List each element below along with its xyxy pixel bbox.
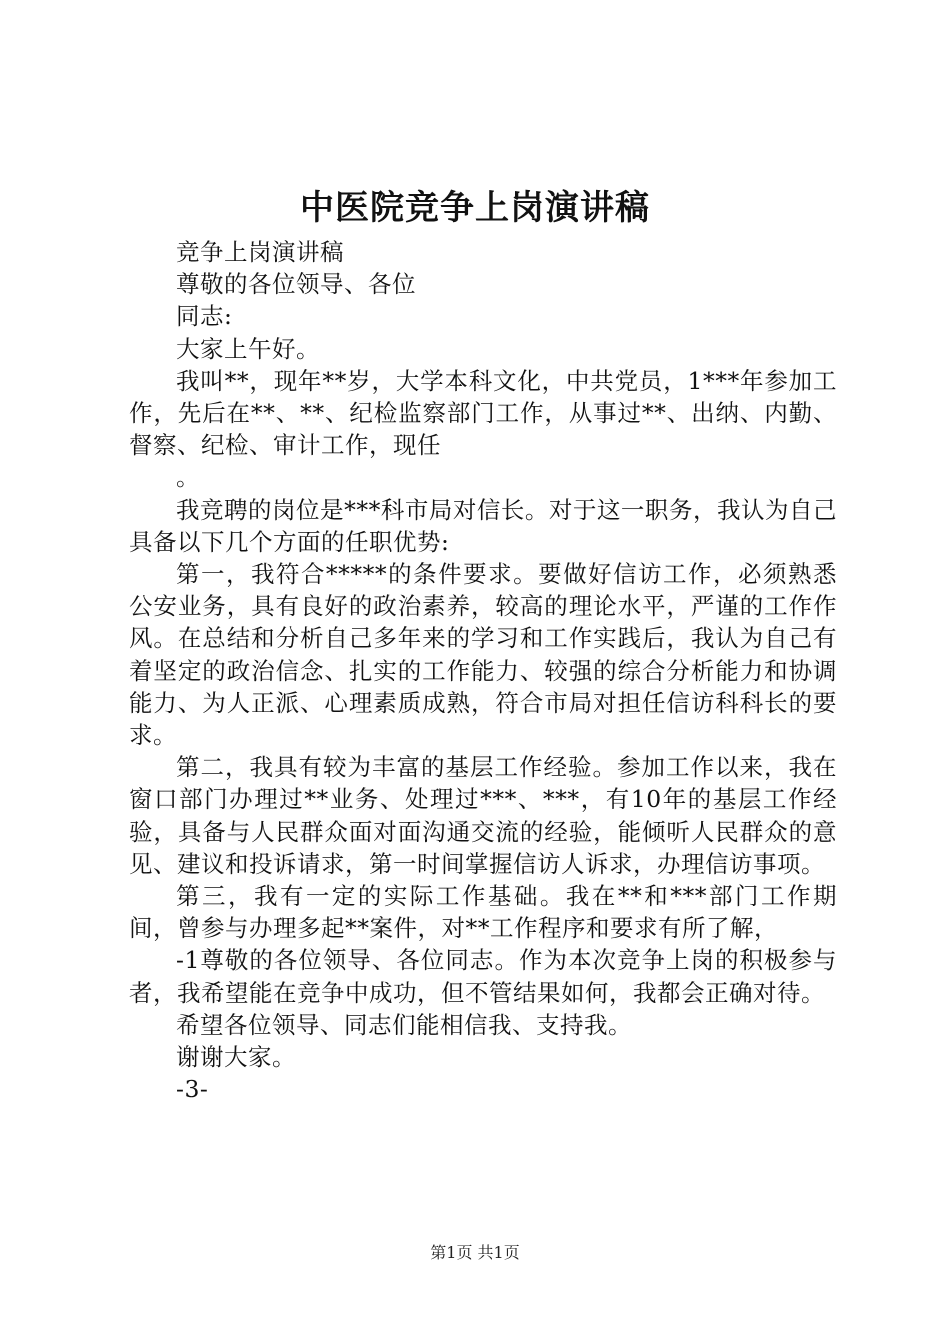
document-body	[129, 236, 837, 1105]
paragraph: 谢谢大家。	[176, 1043, 296, 1072]
paragraph: 第一，我符合*****的条件要求。要做好信访工作，必须熟悉公安业务，具有良好的政治素养，较高的理论水平，严谨的工作作风。在总结和分析自己多年来的学习和工作实践后，我认为自己有着坚定的政治信念、扎实的工作能力、较强的综合分析能力和协调能力、为人正派、心理素质成熟，符合市局对担任信访科科长的要求。	[129, 560, 837, 750]
paragraph: 同志:	[176, 302, 233, 331]
paragraph: 竞争上岗演讲稿	[176, 238, 344, 266]
paragraph: 。	[176, 463, 200, 492]
page-marker: -3-	[176, 1075, 209, 1104]
paragraph: 我叫**，现年**岁，大学本科文化，中共党员，1***年参加工作，先后在**、**、纪检监察部门工作，从事过**、出纳、内勤、督察、纪检、审计工作，现任	[129, 366, 837, 460]
paragraph: 第二，我具有较为丰富的基层工作经验。参加工作以来，我在窗口部门办理过**业务、处理过***、***，有10年的基层工作经验，具备与人民群众面对面沟通交流的经验，能倾听人民群众的意见、建议和投诉请求，第一时间掌握信访人诉求，办理信访事项。	[129, 753, 837, 878]
paragraph: -1尊敬的各位领导、各位同志。作为本次竞争上岗的积极参与者，我希望能在竞争中成功，但不管结果如何，我都会正确对待。	[129, 946, 837, 1007]
paragraph: 尊敬的各位领导、各位	[176, 270, 416, 299]
paragraph: 我竞聘的岗位是***科市局对信长。对于这一职务，我认为自己具备以下几个方面的任职优势:	[129, 495, 837, 556]
paragraph: 希望各位领导、同志们能相信我、支持我。	[176, 1010, 632, 1039]
document-title: 中医院竞争上岗演讲稿	[300, 188, 650, 228]
paragraph: 第三，我有一定的实际工作基础。我在**和***部门工作期间，曾参与办理多起**案件，对**工作程序和要求有所了解，	[129, 882, 837, 943]
paragraph: 大家上午好。	[176, 334, 320, 363]
page-footer: 第1页 共1页	[430, 1243, 520, 1262]
